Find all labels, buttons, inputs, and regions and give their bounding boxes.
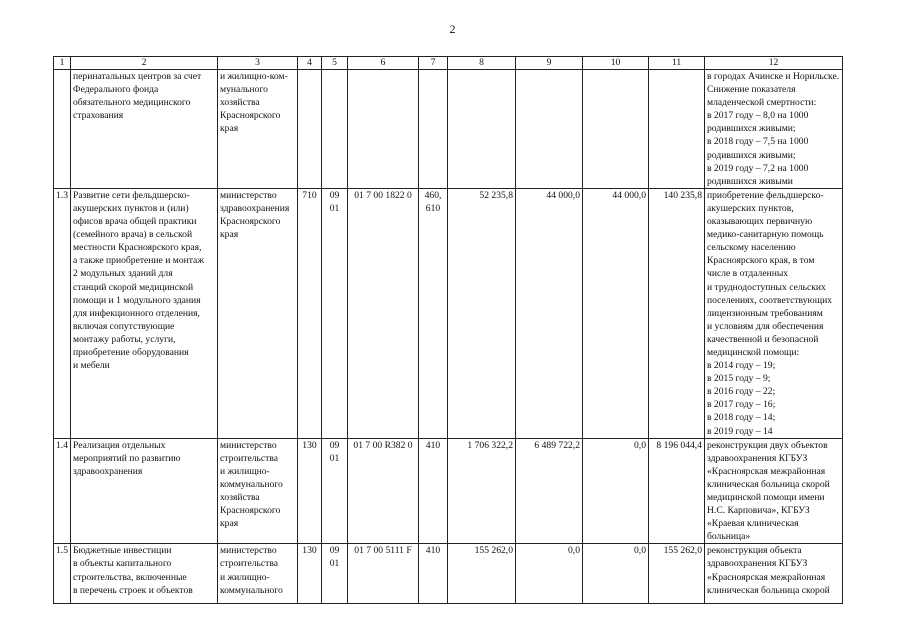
column-header: 3 [218,57,298,70]
amount-2017 [448,70,516,189]
amount-2017: 155 262,0 [448,544,516,604]
expected-result: реконструкция объекта здравоохранения КГБУЗ «Красноярская межрайонная клиническая больница скорой [705,544,843,604]
column-header: 6 [348,57,419,70]
vr-code: 410 [419,438,448,544]
activity-name: перинатальных центров за счет Федерального фонда обязательного медицинского страхования [71,70,218,189]
column-header: 2 [71,57,218,70]
row-number [54,70,71,189]
vr-code [419,70,448,189]
amount-2017: 52 235,8 [448,188,516,438]
amount-2018: 0,0 [516,544,583,604]
executor: министерство здравоохранения Красноярского края [218,188,298,438]
grbs-code: 130 [298,438,322,544]
activity-name: Реализация отдельных мероприятий по развитию здравоохранения [71,438,218,544]
row-number: 1.3 [54,188,71,438]
column-header: 8 [448,57,516,70]
executor: министерство строительства и жилищно- коммунального хозяйства Красноярского края [218,438,298,544]
program-activities-table [53,56,843,604]
vr-code: 460, 610 [419,188,448,438]
csr-code: 01 7 00 5111 F [348,544,419,604]
rzpr-code: 09 01 [322,544,348,604]
amount-total [649,70,705,189]
table-row [54,544,843,604]
amount-2018: 44 000,0 [516,188,583,438]
row-number: 1.5 [54,544,71,604]
rzpr-code: 09 01 [322,438,348,544]
rzpr-code: 09 01 [322,188,348,438]
column-header: 9 [516,57,583,70]
csr-code: 01 7 00 1822 0 [348,188,419,438]
amount-2017: 1 706 322,2 [448,438,516,544]
table-row [54,438,843,544]
csr-code [348,70,419,189]
csr-code: 01 7 00 R382 0 [348,438,419,544]
activity-name: Развитие сети фельдшерско- акушерских пунктов и (или) офисов врача общей практики (семейного врача) в сельской местности Красноярского края, а также приобретение и монтаж 2 модульных зданий для станций скорой медицинской помощи и 1 модульного здания для инфекционного отделения, включая сопутствующие монтажу работы, услуги, приобретение оборудования и мебели [71,188,218,438]
column-header: 4 [298,57,322,70]
amount-2019: 0,0 [583,544,649,604]
executor: министерство строительства и жилищно- коммунального [218,544,298,604]
amount-total: 155 262,0 [649,544,705,604]
column-header: 5 [322,57,348,70]
amount-2019: 44 000,0 [583,188,649,438]
amount-2019: 0,0 [583,438,649,544]
amount-2018: 6 489 722,2 [516,438,583,544]
expected-result: реконструкция двух объектов здравоохранения КГБУЗ «Красноярская межрайонная клиническая больница скорой медицинской помощи имени Н.С. Карповича», КГБУЗ «Краевая клиническая больница» [705,438,843,544]
grbs-code [298,70,322,189]
expected-result: приобретение фельдшерско- акушерских пунктов, оказывающих первичную медико-санитарную помощь сельскому населению Красноярского края, в том числе в отдаленных и труднодоступных сельских поселениях, соответствующих лицензионным требованиям и условиям для обеспечения качественной и безопасной медицинской помощи: в 2014 году – 19; в 2015 году – 9; в 2016 году – 22; в 2017 году – 16; в 2018 году – 14; в 2019 году – 14 [705,188,843,438]
table-row [54,70,843,189]
grbs-code: 710 [298,188,322,438]
vr-code: 410 [419,544,448,604]
amount-total: 140 235,8 [649,188,705,438]
column-header: 12 [705,57,843,70]
activity-name: Бюджетные инвестиции в объекты капитального строительства, включенные в перечень строек и объектов [71,544,218,604]
amount-2019 [583,70,649,189]
column-header: 11 [649,57,705,70]
column-header: 10 [583,57,649,70]
column-header: 7 [419,57,448,70]
expected-result: в городах Ачинске и Норильске. Снижение показателя младенческой смертности: в 2017 году – 8,0 на 1000 родившихся живыми; в 2018 году – 7,5 на 1000 родившихся живыми; в 2019 году – 7,2 на 1000 родившихся живыми [705,70,843,189]
row-number: 1.4 [54,438,71,544]
column-header: 1 [54,57,71,70]
amount-2018 [516,70,583,189]
column-number-header-row [54,57,843,70]
grbs-code: 130 [298,544,322,604]
executor: и жилищно-ком- мунального хозяйства Красноярского края [218,70,298,189]
page-number: 2 [449,22,456,36]
rzpr-code [322,70,348,189]
amount-total: 8 196 044,4 [649,438,705,544]
table-row [54,188,843,438]
